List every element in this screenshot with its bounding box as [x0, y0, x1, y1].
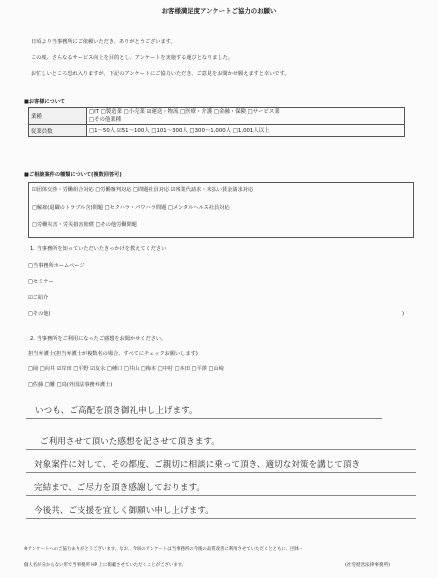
- q2-lawyers-line-2: □佐藤 □難 □鳥(外国法事務弁護士): [28, 382, 113, 388]
- page-title: お客様満足度アンケートご協力のお願い: [161, 7, 277, 15]
- intro-line-3: お忙しいところ恐れ入りますが、下記のアンケートにご協力いただき、ご意見をお聞かせ願えますと幸いです。: [31, 71, 290, 77]
- section-consult-heading: ■ご相談案件の種類について(複数回答可): [24, 172, 122, 178]
- comment-line: [26, 495, 416, 496]
- customer-info-table: [28, 107, 405, 137]
- intro-line-2: この度、さらなるサービス向上を目的とし、アンケートを実施する運びとなりました。: [31, 55, 234, 61]
- footer-note-line-1: ※アンケートへのご協力ありがとうございます。なお、今回のアンケートは当事務所の今後の品質改善に利用させていただくとともに、団体・: [24, 547, 304, 552]
- q2-question: 2. 当事務所をご利用になったご感想をお聞かせください。: [30, 336, 167, 342]
- handwritten-line-4: 完結まで、ご尽力を頂き感謝しております。: [34, 482, 206, 492]
- footer-note-line-2: 個人名が分からない形で当事務所 HP 上に掲載させていただくことがございます。: [24, 563, 187, 568]
- industry-options-line-2: □その他業種: [89, 117, 122, 123]
- q1-option-referral: ☑ご紹介: [28, 295, 49, 301]
- consult-line-2: □解雇(退職のトラブル含)問題 □セクハラ・パワハラ問題 □メンタルヘルス社員対応: [32, 205, 230, 211]
- employees-label: 従業員数: [29, 125, 87, 137]
- industry-options-line-1: □IT □製造業 □小売業 ☑運送・物流 □医療・介護 □金融・保険 □サービス業: [89, 109, 280, 115]
- comment-line: [26, 518, 416, 519]
- comment-line: [26, 472, 416, 473]
- q1-option-homepage: □当事務所ホームページ: [28, 263, 85, 269]
- handwritten-line-5: 今後共、ご支援を宜しく御願い申し上げます。: [34, 505, 214, 515]
- q1-option-seminar: □セミナー: [28, 279, 54, 285]
- footer-firm-name: (社労経営法律事務所): [345, 563, 390, 568]
- employees-options: □1～50人 ☑51～100人 □101～300人 □300～1,000人 □1,001人以上: [87, 125, 405, 137]
- industry-options: [87, 108, 405, 125]
- intro-line-1: 日頃より当事務所にご依頼いただき、ありがとうございます。: [31, 39, 176, 45]
- consult-types-box: [28, 182, 414, 238]
- consult-line-3: □労働災害・労災損害賠償 □その他労働問題: [32, 222, 137, 228]
- consult-line-1: ☑団体交渉・労働組合対応 □労働審判対応 □問題社員対応 ☑残業代請求・未払い賃金請求対応: [32, 187, 254, 193]
- comment-line: [26, 418, 382, 419]
- q2-lawyer-note: 担当弁護士(担当弁護士が複数名の場合、すべてにチェックお願いします): [28, 351, 198, 357]
- handwritten-line-3: 対象案件に対して、その都度、ご親切に相談に乗って頂き、適切な対策を講じて頂き: [34, 459, 361, 469]
- section-customer-heading: ■お客様について: [24, 99, 66, 105]
- industry-label: 業種: [29, 108, 87, 125]
- q1-other-close: ): [402, 311, 405, 317]
- q2-lawyers-line-1: □岡 □向井 ☑岸田 □平野 ☑友永 □種口 □井山 □梅本 □中村 □本田 □平澤 □山崎: [28, 366, 224, 372]
- q1-question: 1. 当事務所を知っていただいたきっかけを教えてください: [30, 246, 167, 252]
- q1-option-other: □その他(: [28, 311, 51, 317]
- handwritten-line-2: ご利用させて頂いた感想を記させて頂きます。: [40, 436, 220, 446]
- comment-line: [26, 449, 416, 450]
- handwritten-line-1: いつも、ご高配を頂き御礼申し上げます。: [35, 405, 198, 415]
